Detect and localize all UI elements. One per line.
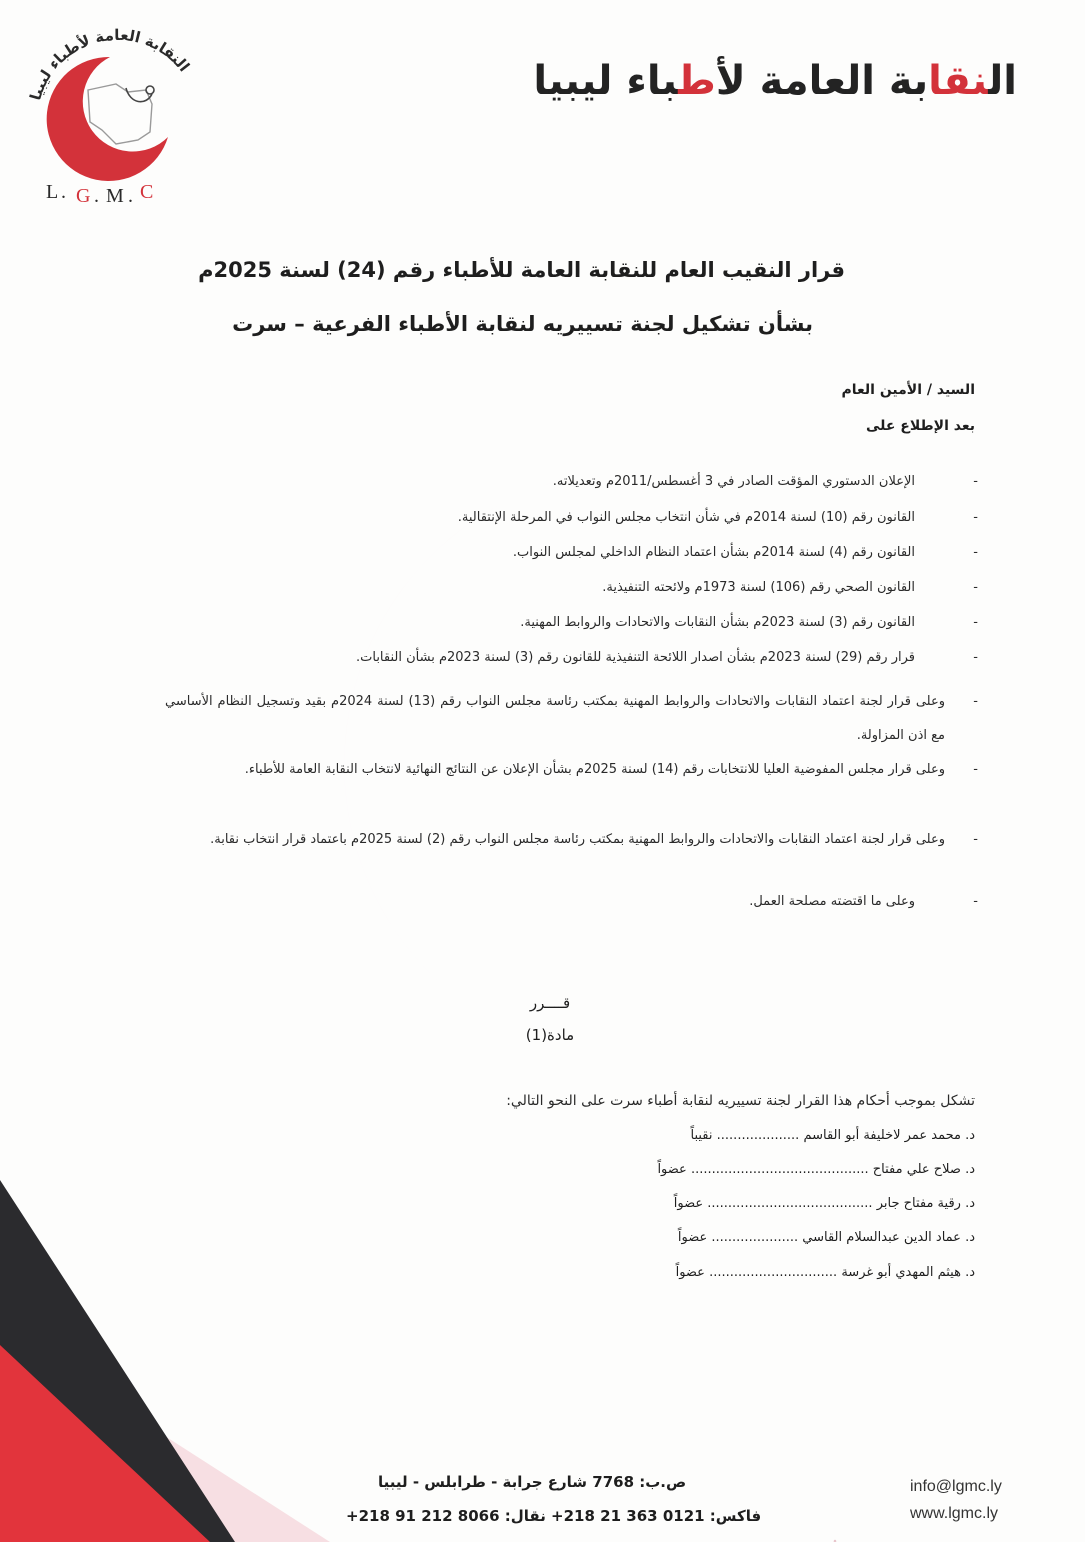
logo-letter: C [140, 181, 154, 203]
member-role: عضواً [677, 1230, 708, 1245]
letterhead-part: بة العامة لأ [715, 58, 929, 104]
footer-email[interactable]: info@lgmc.ly [910, 1478, 1002, 1495]
preamble-item [512, 545, 978, 560]
formation-text: تشكل بموجب أحكام هذا القرار لجنة تسييريه لنقابة أطباء سرت على النحو التالي: [506, 1093, 975, 1109]
footer-website[interactable]: www.lgmc.ly [910, 1505, 999, 1522]
dash-bullet: - [973, 694, 978, 709]
member-row [678, 1230, 975, 1245]
member-name: د. صلاح علي مفتاح [872, 1162, 975, 1177]
article-number: مادة(1) [525, 1026, 575, 1044]
letterhead-part-red: نقا [928, 58, 989, 104]
decision-word: قــــرر [529, 994, 571, 1012]
letterhead-title [533, 58, 1017, 104]
member-role: عضواً [675, 1265, 705, 1280]
logo-crescent [47, 57, 168, 181]
preamble-item-text: قرار رقم (29) لسنة 2023م بشأن اصدار اللائحة التنفيذية للقانون رقم (3) لسنة 2023م بشأن النقابات. [355, 650, 915, 665]
preamble-item-text: القانون رقم (3) لسنة 2023م بشأن النقابات والاتحادات والروابط المهنية. [520, 615, 915, 630]
logo-letter: . [128, 185, 133, 207]
letterhead-part-red: ط [678, 58, 716, 104]
salutation: السيد / الأمين العام [841, 382, 975, 398]
preamble-item-text: القانون الصحي رقم (106) لسنة 1973م ولائحته التنفيذية. [602, 580, 915, 595]
preamble-item [165, 753, 978, 787]
member-dots: ........................................... [690, 1162, 869, 1177]
dash-bullet: - [973, 580, 978, 595]
dash-bullet: - [973, 762, 978, 777]
preamble-item-text: وعلى قرار لجنة اعتماد النقابات والاتحادات والروابط المهنية بمكتب رئاسة مجلس النواب رقم (13) لسنة 2024م بقيد وتسجيل النظام الأساسي مع اذن المزاولة. [165, 694, 946, 743]
dash-bullet: - [973, 894, 978, 909]
member-dots: ..................... [711, 1230, 799, 1245]
member-dots: ........................................ [707, 1196, 873, 1211]
member-name: د. رقية مفتاح جابر [876, 1196, 975, 1211]
preamble-item [180, 823, 978, 857]
letterhead-part: ال [988, 58, 1017, 104]
logo-letter: L [46, 181, 59, 203]
preamble-item-text: وعلى قرار مجلس المفوضية العليا للانتخابات رقم (14) لسنة 2025م بشأن الإعلان عن النتائج النهائية لانتخاب النقابة العامة للأطباء. [244, 762, 945, 777]
member-role: نقيباً [690, 1128, 713, 1143]
footer-address: ص.ب: 7768 شارع جرابة - طرابلس - ليبيا [378, 1473, 687, 1491]
decree-title-line-2: بشأن تشكيل لجنة تسييريه لنقابة الأطباء الفرعية – سرت [232, 312, 813, 336]
logo-letter: . [61, 181, 66, 203]
logo-arc-text: النقابة العامة لأطباء ليبيا [26, 25, 194, 103]
dash-bullet: - [973, 510, 978, 525]
preamble-item [457, 510, 978, 525]
member-name: د. محمد عمر لاخليفة أبو القاسم [803, 1128, 975, 1143]
member-name: د. عماد الدين عبدالسلام القاسي [802, 1230, 975, 1245]
svg-text:النقابة العامة لأطباء ليبيا [26, 26, 193, 102]
preamble-item-text: القانون رقم (4) لسنة 2014م بشأن اعتماد النظام الداخلي لمجلس النواب. [512, 545, 915, 560]
logo-letter: M [106, 185, 124, 207]
member-row [676, 1265, 975, 1280]
preamble-item [602, 580, 978, 595]
preamble-item [520, 615, 978, 630]
logo-letter: G [76, 185, 91, 207]
dash-bullet: - [973, 832, 978, 847]
dash-bullet: - [973, 650, 978, 665]
member-name: د. هيثم المهدي أبو غرسة [841, 1265, 975, 1280]
dash-bullet: - [973, 474, 978, 489]
member-dots: .................... [716, 1128, 800, 1143]
preamble-item-text: القانون رقم (10) لسنة 2014م في شأن انتخاب مجلس النواب في المرحلة الإنتقالية. [457, 510, 915, 525]
preamble-item [552, 474, 978, 489]
preamble-item-text: وعلى ما اقتضته مصلحة العمل. [749, 894, 915, 909]
logo-letter: . [94, 185, 99, 207]
preamble-item-text: وعلى قرار لجنة اعتماد النقابات والاتحادات والروابط المهنية بمكتب رئاسة مجلس النواب رقم (2) لسنة 2025م باعتماد قرار انتخاب نقابة. [210, 832, 945, 847]
member-dots: ............................... [709, 1265, 838, 1280]
member-role: عضواً [657, 1162, 687, 1177]
letterhead-part: باء ليبيا [533, 58, 679, 104]
member-row [657, 1162, 975, 1177]
preamble-item [355, 650, 978, 665]
preamble-item-text: الإعلان الدستوري المؤقت الصادر في 3 أغسطس/2011م وتعديلاته. [552, 474, 915, 489]
dash-bullet: - [973, 545, 978, 560]
decree-title-line-1: قرار النقيب العام للنقابة العامة للأطباء رقم (24) لسنة 2025م [198, 258, 845, 282]
preamble-item [749, 894, 978, 909]
preamble-heading: بعد الإطلاع على [865, 418, 975, 434]
dash-bullet: - [973, 615, 978, 630]
lgmc-logo [18, 12, 203, 212]
footer-phone-fax: فاكس: 0121 363 21 218+ نقال: 8066 212 91 218+ [346, 1507, 762, 1525]
preamble-item [165, 685, 978, 753]
logo-map [88, 84, 152, 144]
member-row [691, 1128, 976, 1143]
member-role: عضواً [673, 1196, 704, 1211]
member-row [674, 1196, 975, 1211]
